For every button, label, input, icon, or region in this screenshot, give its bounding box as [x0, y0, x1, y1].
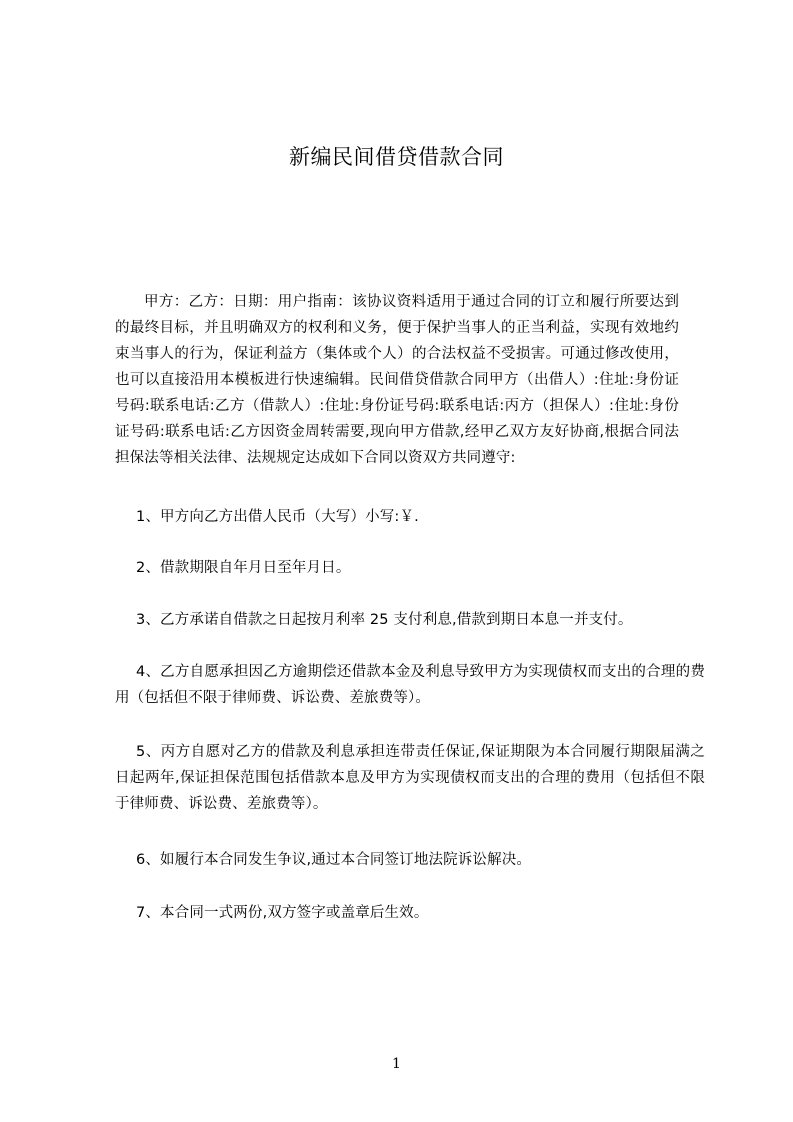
clause-7: 7、本合同一式两份,双方签字或盖章后生效。 — [136, 905, 429, 921]
clause-4: 4、乙方自愿承担因乙方逾期偿还借款本金及利息导致甲方为实现债权而支出的合理的费用（包括但不限于律师费、诉讼费、差旅费等）。 — [115, 664, 705, 706]
clause-6: 6、如履行本合同发生争议,通过本合同签订地法院诉讼解决。 — [136, 852, 532, 868]
document-title: 新编民间借贷借款合同 — [289, 145, 504, 169]
clause-1: 1、甲方向乙方出借人民币（大写）小写:￥. — [136, 509, 419, 525]
clause-2: 2、借款期限自年月日至年月日。 — [136, 560, 351, 576]
clause-3: 3、乙方承诺自借款之日起按月利率 25 支付利息,借款到期日本息一并支付。 — [136, 612, 633, 628]
page-number: 1 — [392, 1056, 401, 1072]
intro-paragraph: 甲方：乙方：日期：用户指南：该协议资料适用于通过合同的订立和履行所要达到的最终目标，并且明确双方的权利和义务，便于保护当事人的正当利益，实现有效地约束当事人的行为，保证利益方（集体或个人）的合法权益不受损害。可通过修改使用，也可以直接沿用本模板进行快速编辑。民间借贷借款合同甲方（出借人）:住址:身份证号码:联系电话:乙方（借款人）:住址:身份证号码:联系电话:丙方（担保人）:住址:身份证号码:联系电话:乙方因资金周转需要,现向甲方借款,经甲乙双方友好协商,根据合同法担保法等相关法律、法规规定达成如下合同以资双方共同遵守: — [115, 294, 679, 466]
clause-5: 5、丙方自愿对乙方的借款及利息承担连带责任保证,保证期限为本合同履行期限届满之日起两年,保证担保范围包括借款本息及甲方为实现债权而支出的合理的费用（包括但不限于律师费、诉讼费、差旅费等）。 — [115, 744, 705, 812]
